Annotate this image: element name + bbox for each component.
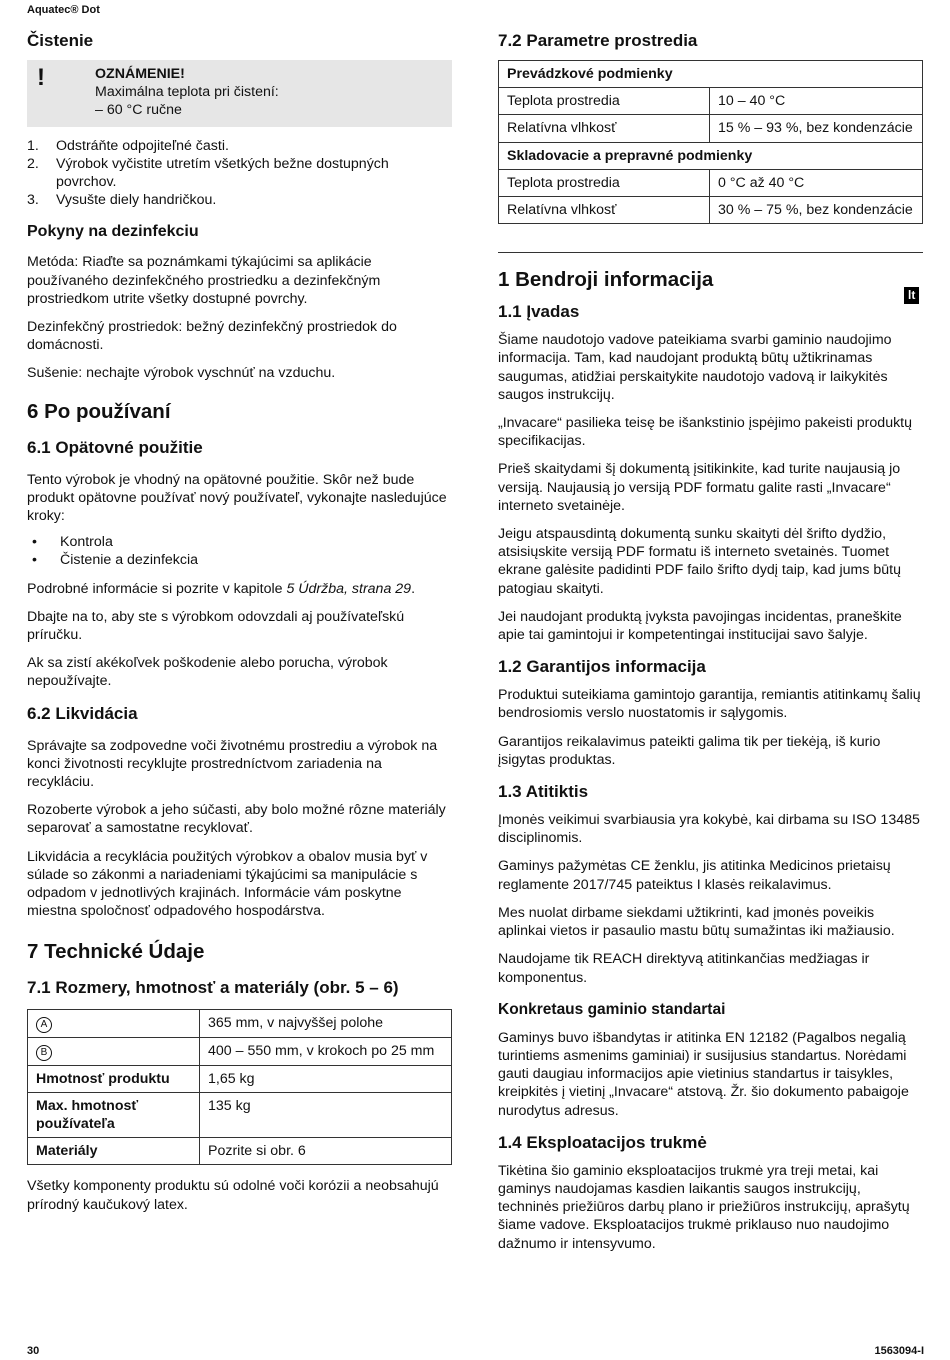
disinfection-heading: Pokyny na dezinfekciu [27,223,199,241]
paragraph: Správajte sa zodpovedne voči životnému prostrediu a výrobok na konci životnosti recyklujte prostredníctvom zariadenia na recykláciu. [27,737,438,791]
section-heading: 6 Po používaní [27,399,171,423]
subsection-heading: 1.2 Garantijos informacija [498,657,706,677]
paragraph: Dbajte na to, aby ste s výrobkom odovzdali aj používateľskú príručku. [27,608,405,644]
paragraph: Tikėtina šio gaminio eksploatacijos trukmė yra treji metai, kai gaminys naudojamas kasdien laikantis saugos instrukcijų, techninės priežiūros darbų plano ir priežiūros instrukcijų, aprašytų šiame vadove. Eksploatacijos trukmė priklauso nuo naudojimo dažnumo ir intensyvumo. [498,1162,910,1252]
bullet-list [27,533,452,569]
list-item: 2. Výrobok vyčistite utretím všetkých bežne dostupných povrchov. [27,155,389,191]
cleaning-steps [27,137,452,210]
table-row: Relatívna vlhkosť 15 % – 93 %, bez kondenzácie [499,115,923,142]
section-heading: 1 Bendroji informacija [498,268,714,292]
list-item: 3. Vysušte diely handričkou. [27,192,217,209]
list-item: • Kontrola [32,534,113,551]
cleaning-heading: Čistenie [27,31,94,50]
paragraph: Likvidácia a recyklácia použitých výrobkov a obalov musia byť v súlade so zákonmi a nariadeniami týkajúcimi sa manipulácie s odpadom v jednotlivých krajinách. Informácie vám poskytne miestna spoločnosť odpadového hospodárstva. [27,848,428,920]
paragraph: Ak sa zistí akékoľvek poškodenie alebo porucha, výrobok nepoužívajte. [27,655,388,690]
paragraph: Metóda: Riaďte sa poznámkami týkajúcimi sa aplikácie používaného dezinfekčného prostriedku a dezinfekčným prostriedkom utrite všetky dostupné povrchy. [27,254,381,307]
list-item: • Čistenie a dezinfekcia [32,552,199,569]
paragraph: Všetky komponenty produktu sú odolné voči korózii a neobsahujú prírodný kaučukový latex. [27,1178,439,1213]
paragraph: Jei naudojant produktą įvyksta pavojingas incidentas, praneškite apie tai gamintojui ir kompetentingai institucijai savo šalyje. [498,608,902,644]
subsection-heading: 1.4 Eksploatacijos trukmė [498,1132,707,1152]
subsection-heading: Konkretaus gaminio standartai [498,1000,726,1018]
table-row: Max. hmotnosť používateľa 135 kg [28,1092,452,1137]
notice-box [27,60,452,127]
table-row: Materiály Pozrite si obr. 6 [28,1138,452,1165]
paragraph: Gaminys buvo išbandytas ir atitinka EN 12182 (Pagalbos negalią turintiems asmenims gaminiai) ir susijusius standartus. Norėdami gauti daugiau informacijos apie vietinius standartus ir taisykles, kreipkitės į vietinį „Invacare“ atstovą. Žr. šio dokumento pabaigoje nurodytus adresus. [498,1029,909,1119]
notice-title: OZNÁMENIE! [95,66,185,82]
notice-line: – 60 °C ručne [95,102,182,119]
subsection-heading: 6.1 Opätovné použitie [27,437,203,457]
paragraph: Mes nuolat dirbame siekdami užtikrinti, kad įmonės poveikis aplinkai vietos ir pasaulio mastu būtų sumažintas iki mažiausio. [498,904,895,940]
paragraph: „Invacare“ pasilieka teisę be išankstinio įspėjimo pakeisti produktų specifikacijas. [498,415,913,450]
cross-reference-link[interactable]: 5 Údržba, strana 29 [286,580,412,597]
paragraph: Sušenie: nechajte výrobok vyschnúť na vzduchu. [27,365,336,382]
paragraph: Šiame naudotojo vadove pateikiama svarbi gaminio naudojimo informacija. Tam, kad naudojant produktą būtų užtikrinamas saugumas, atidžiai perskaitykite naudotojo vadovą ir laikykitės saugos instrukcijų. [498,332,892,403]
document-code: 1563094-I [874,1345,924,1357]
language-divider [498,252,923,293]
paragraph: Garantijos reikalavimus pateikti galima tik per tiekėją, iš kurio įsigytas produktas. [498,733,881,768]
paragraph: Dezinfekčný prostriedok: bežný dezinfekčný prostriedok do domácnosti. [27,319,397,354]
paragraph: Rozoberte výrobok a jeho súčasti, aby bolo možné rôzne materiály separovať a samostatne recyklovať. [27,802,446,837]
subsection-heading: 1.1 Įvadas [498,302,580,322]
exclamation-icon: ! [37,64,45,91]
table-row: Relatívna vlhkosť 30 % – 75 %, bez kondenzácie [499,197,923,224]
table-row: Hmotnosť produktu 1,65 kg [28,1065,452,1092]
page-number: 30 [27,1345,40,1357]
table-row: Teplota prostredia 0 °C až 40 °C [499,169,923,196]
notice-line: Maximálna teplota pri čistení: [95,84,279,101]
circled-letter-b: B [36,1045,52,1061]
section-heading: 7 Technické Údaje [27,939,205,963]
dimensions-table [27,1009,452,1166]
paragraph: Jeigu atspausdintą dokumentą sunku skaityti dėl šrifto dydžio, atsisiųskite versiją PDF formatu iš interneto svetainės. Tuomet ekrane galėsite padidinti PDF failo šrifto dydį taip, kad jums būtų patogiau skaityti. [498,526,901,597]
running-header: Aquatec® Dot [27,4,100,16]
table-row: B 400 – 550 mm, v krokoch po 25 mm [28,1037,452,1065]
subsection-heading: 7.1 Rozmery, hmotnosť a materiály (obr. 5 – 6) [27,977,399,997]
table-row: Prevádzkové podmienky [499,61,923,88]
table-row: Skladovacie a prepravné podmienky [499,142,923,169]
paragraph: Tento výrobok je vhodný na opätovné použitie. Skôr než bude produkt opätovne používať nový používateľ, vykonajte nasledujúce kroky: [27,471,447,525]
list-item: 1. Odstráňte odpojiteľné časti. [27,137,229,154]
left-column [27,30,452,1224]
paragraph: Prieš skaitydami šį dokumentą įsitikinkite, kad turite naujausią jo versiją. Naujausią jo versiją PDF formatu galite rasti „Invacare“ interneto svetainėje. [498,461,901,514]
subsection-heading: 1.3 Atitiktis [498,782,589,802]
paragraph: Naudojame tik REACH direktyvą atitinkančias medžiagas ir komponentus. [498,951,870,986]
paragraph: Podrobné informácie si pozrite v kapitole 5 Údržba, strana 29. [27,580,416,597]
right-column [498,30,923,1263]
table-row: A 365 mm, v najvyššej polohe [28,1009,452,1037]
language-badge: lt [904,287,919,304]
paragraph: Produktui suteikiama gamintojo garantija, remiantis atitinkamų šalių bendrosiomis verslo nuostatomis ir sąlygomis. [498,687,921,722]
environment-table [498,60,923,224]
table-row: Teplota prostredia 10 – 40 °C [499,88,923,115]
subsection-heading: 7.2 Parametre prostredia [498,31,698,50]
paragraph: Gaminys pažymėtas CE ženklu, jis atitinka Medicinos prietaisų reglamente 2017/745 pateiktus I klasės reikalavimus. [498,858,891,893]
circled-letter-a: A [36,1017,52,1033]
subsection-heading: 6.2 Likvidácia [27,703,138,723]
paragraph: Įmonės veikimui svarbiausia yra kokybė, kai dirbama su ISO 13485 disciplinomis. [498,812,920,847]
